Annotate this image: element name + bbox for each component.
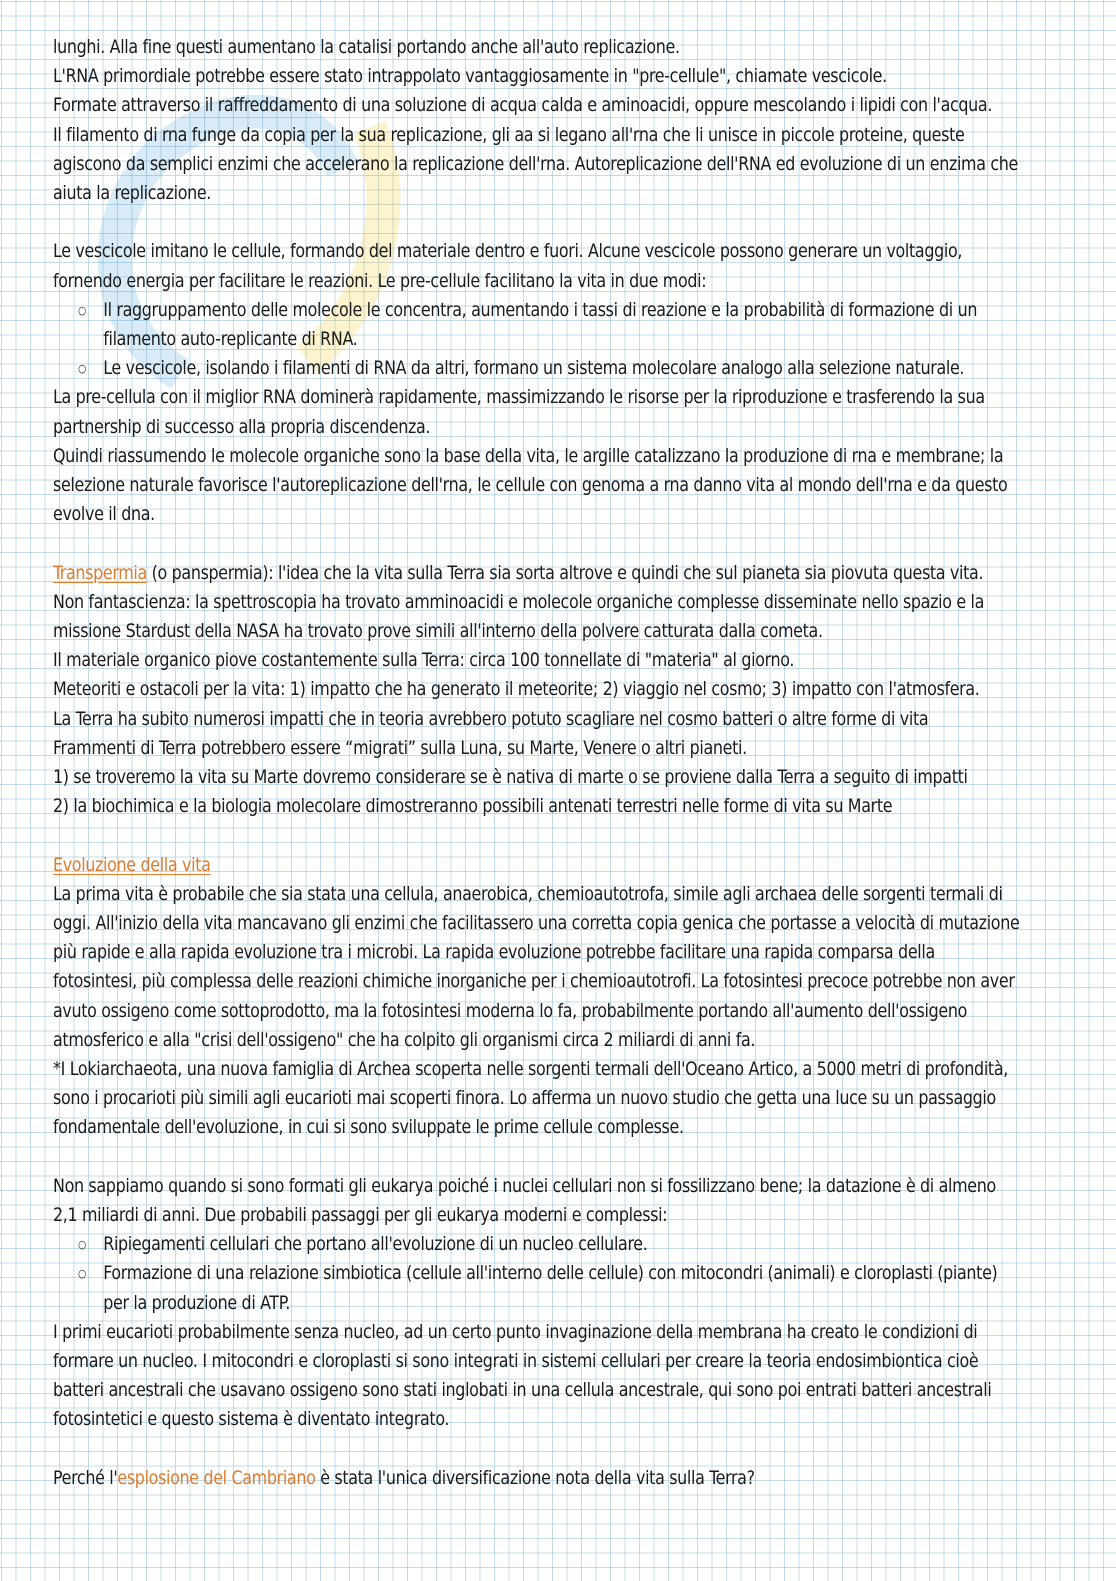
paragraph: Non sappiamo quando si sono formati gli eukarya poiché i nuclei cellulari non si fossilizzano bene; la datazione è di almeno 2,1 miliardi di anni. Due probabili passaggi per gli eukarya moderni e complessi: <box>53 1174 996 1227</box>
spacer <box>53 1143 1020 1172</box>
spacer <box>53 821 1020 850</box>
paragraph: La pre-cellula con il miglior RNA dominerà rapidamente, massimizzando le risorse per la riproduzione e trasferendo la sua partnership di successo alla propria discendenza. <box>53 386 985 438</box>
transpermia-paragraph <box>53 559 1020 588</box>
paragraph: I primi eucarioti probabilmente senza nucleo, ad un certo punto invaginazione della membrana ha creato le condizioni di formare un nucleo. I mitocondri e cloroplasti si sono integrati in sistemi cellulari per creare la teoria endosimbiontica cioè batteri ancestrali che usavano ossigeno sono stati inglobati in una cellula ancestrale, qui sono poi entrati batteri ancestrali fotosintetici e questo sistema è diventato integrato. <box>53 1320 992 1431</box>
cambriano-question <box>53 1464 1020 1493</box>
paragraph: Le vescicole imitano le cellule, formando del materiale dentro e fuori. Alcune vescicole possono generare un voltaggio, fornendo energia per facilitare le reazioni. Le pre-cellule facilitano la vita in due modi: <box>53 240 963 292</box>
document-page <box>53 33 1020 1493</box>
evoluzione-heading <box>53 851 1020 880</box>
paragraph: Non fantascienza: la spettroscopia ha trovato amminoacidi e molecole organiche complesse disseminate nello spazio e la missione Stardust della NASA ha trovato prove simili all'interno della polvere catturata dalla cometa. <box>53 590 985 643</box>
paragraph: lunghi. Alla fine questi aumentano la catalisi portando anche all'auto replicazione. <box>53 36 680 58</box>
paragraph: L'RNA primordiale potrebbe essere stato intrappolato vantaggiosamente in "pre-cellule", chiamate vescicole. <box>53 65 887 88</box>
cambrian-highlight: esplosione del Cambriano <box>117 1466 316 1489</box>
paragraph: La Terra ha subito numerosi impatti che in teoria avrebbero potuto scagliare nel cosmo batteri o altre forme di vita <box>53 707 929 730</box>
paragraph: Frammenti di Terra potrebbero essere “migrati” sulla Luna, su Marte, Venere o altri pianeti. <box>53 736 747 759</box>
spacer <box>53 529 1020 558</box>
paragraph: La prima vita è probabile che sia stata una cellula, anaerobica, chemioautotrofa, simile agli archaea delle sorgenti termali di oggi. All'inizio della vita mancavano gli enzimi che facilitassero una corretta copia genica che portasse a velocità di mutazione più rapide e alla rapida evoluzione tra i microbi. La rapida evoluzione potrebbe facilitare una rapida comparsa della fotosintesi, più complessa delle reazioni chimiche inorganiche per i chemioautotrofi. La fotosintesi precoce potrebbe non aver avuto ossigeno come sottoprodotto, ma la fotosintesi moderna lo fa, probabilmente portando all'aumento dell'ossigeno atmosferico e alla "crisi dell'ossigeno" che ha colpito gli organismi circa 2 miliardi di anni fa. <box>53 882 1020 1051</box>
question-suffix: è stata l'unica diversificazione nota della vita sulla Terra? <box>315 1466 755 1489</box>
paragraph: 2) la biochimica e la biologia molecolare dimostreranno possibili antenati terrestri nelle forme di vita su Marte <box>53 795 893 818</box>
transpermia-heading: Transpermia <box>53 561 147 584</box>
paragraph: *I Lokiarchaeota, una nuova famiglia di Archea scoperta nelle sorgenti termali dell'Oceano Artico, a 5000 metri di profondità, sono i procarioti più simili agli eucarioti mai scoperti finora. Lo afferma un nuovo studio che getta una luce su un passaggio fondamentale dell'evoluzione, in cui si sono sviluppate le prime cellule complesse. <box>53 1058 1008 1139</box>
list-item: ○ Formazione di una relazione simbiotica (cellule all'interno delle cellule) con mitocondri (animali) e cloroplasti (piante) per la produzione di ATP. <box>53 1259 1020 1317</box>
paragraph: Meteoriti e ostacoli per la vita: 1) impatto che ha generato il meteorite; 2) viaggio nel cosmo; 3) impatto con l'atmosfera. <box>53 678 980 701</box>
bullet-list <box>53 296 1020 384</box>
list-item: ○ Ripiegamenti cellulari che portano all'evoluzione di un nucleo cellulare. <box>53 1230 1020 1259</box>
paragraph: 1) se troveremo la vita su Marte dovremo considerare se è nativa di marte o se proviene dalla Terra a seguito di impatti <box>53 766 968 789</box>
bullet-list <box>53 1230 1020 1318</box>
list-item: ○ Il raggruppamento delle molecole le concentra, aumentando i tassi di reazione e la probabilità di formazione di un filamento auto-replicante di RNA. <box>53 296 1020 354</box>
paragraph: Quindi riassumendo le molecole organiche sono la base della vita, le argille catalizzano la produzione di rna e membrane; la selezione naturale favorisce l'autoreplicazione dell'rna, le cellule con genoma a rna danno vita al mondo dell'rna e da questo evolve il dna. <box>53 444 1008 526</box>
paragraph: Il materiale organico piove costantemente sulla Terra: circa 100 tonnellate di "materia" al giorno. <box>53 649 795 672</box>
spacer <box>53 208 1020 237</box>
paragraph: Il filamento di rna funge da copia per la sua replicazione, gli aa si legano all'rna che li unisce in piccole proteine, queste agiscono da semplici enzimi che accelerano la replicazione dell'rna. Autoreplicazione dell'RNA ed evoluzione di un enzima che aiuta la replicazione. <box>53 123 1018 205</box>
section-heading: Evoluzione della vita <box>53 853 211 876</box>
transpermia-definition: (o panspermia): l'idea che la vita sulla Terra sia sorta altrove e quindi che sul pianeta sia piovuta questa vita. <box>146 561 984 584</box>
list-item: ○ Le vescicole, isolando i filamenti di RNA da altri, formano un sistema molecolare analogo alla selezione naturale. <box>53 354 1020 383</box>
paragraph: Formate attraverso il raffreddamento di una soluzione di acqua calda e aminoacidi, oppure mescolando i lipidi con l'acqua. <box>53 94 993 117</box>
question-prefix: Perché l' <box>53 1466 118 1489</box>
spacer <box>53 1435 1020 1464</box>
